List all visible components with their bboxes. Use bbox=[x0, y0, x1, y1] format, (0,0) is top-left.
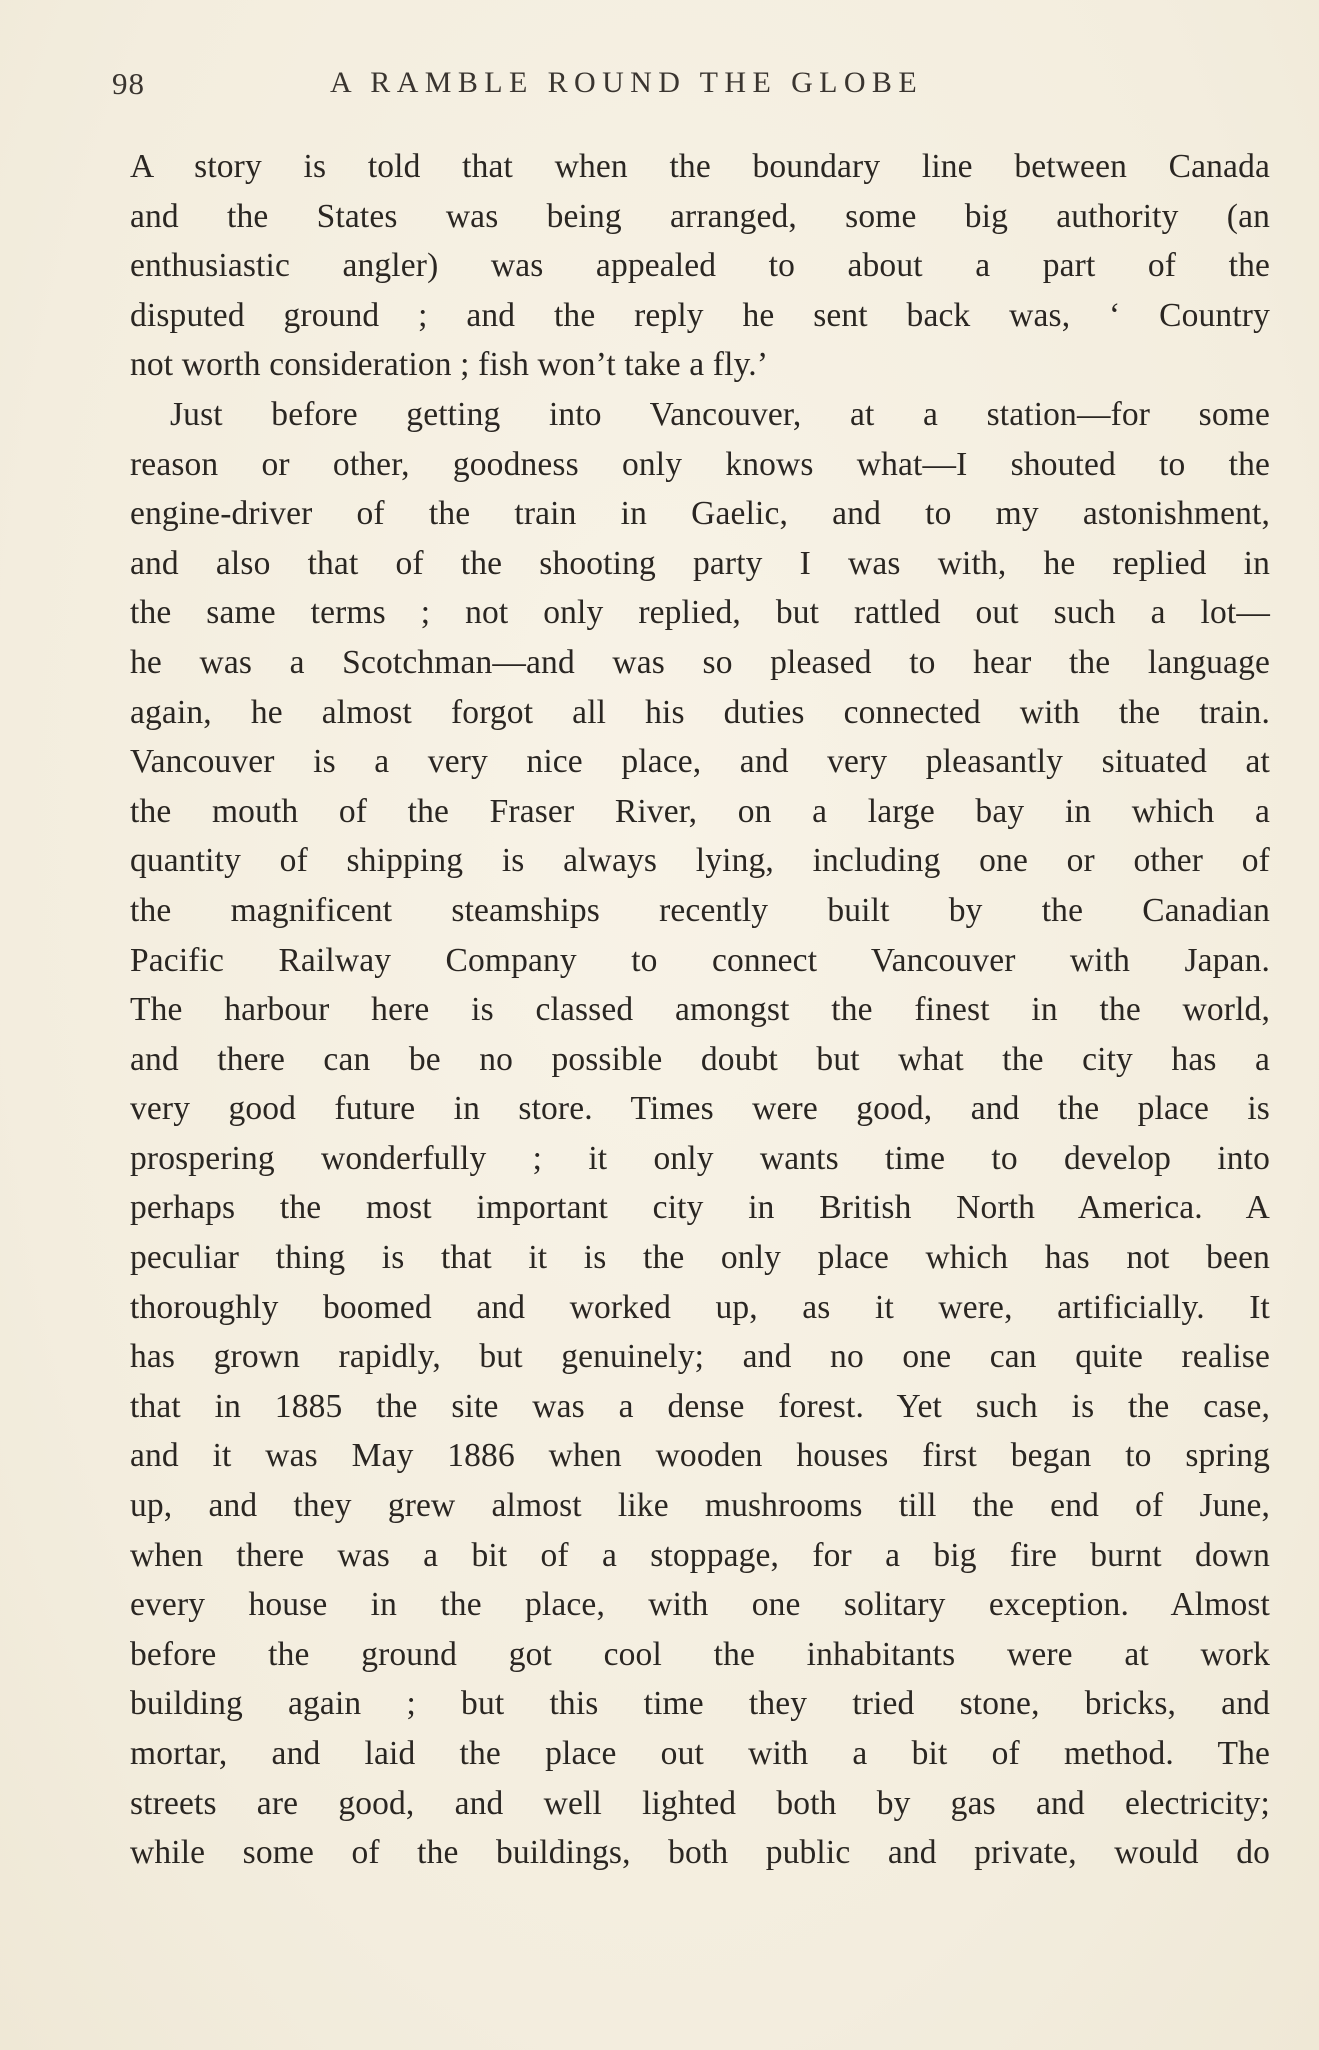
text-line: has grown rapidly, but genuinely; and no one can quite realise bbox=[130, 1338, 1270, 1376]
paragraph bbox=[130, 142, 1270, 390]
text-line: Pacific Railway Company to connect Vancouver with Japan. bbox=[130, 941, 1270, 979]
text-line: while some of the buildings, both public and private, would do bbox=[130, 1834, 1270, 1872]
text-line: before the ground got cool the inhabitants were at work bbox=[130, 1635, 1270, 1673]
text-line: thoroughly boomed and worked up, as it were, artificially. It bbox=[130, 1288, 1270, 1326]
text-line: mortar, and laid the place out with a bit of method. The bbox=[130, 1735, 1270, 1772]
text-line: enthusiastic angler) was appealed to about a part of the bbox=[130, 247, 1270, 285]
text-line: the same terms ; not only replied, but rattled out such a lot— bbox=[130, 594, 1270, 632]
text-line: Just before getting into Vancouver, at a station—for some bbox=[170, 395, 1270, 433]
running-head bbox=[112, 66, 1112, 106]
text-line: The harbour here is classed amongst the finest in the world, bbox=[130, 991, 1270, 1029]
text-line: the mouth of the Fraser River, on a large bay in which a bbox=[130, 792, 1270, 830]
paragraph bbox=[130, 390, 1270, 1878]
text-line: quantity of shipping is always lying, including one or other of bbox=[130, 842, 1270, 880]
text-line: that in 1885 the site was a dense forest. Yet such is the case, bbox=[130, 1387, 1270, 1425]
text-line: streets are good, and well lighted both by gas and electricity; bbox=[130, 1784, 1270, 1822]
text-line: peculiar thing is that it is the only place which has not been bbox=[130, 1239, 1270, 1277]
text-line: building again ; but this time they tried stone, bricks, and bbox=[130, 1685, 1270, 1723]
text-line: reason or other, goodness only knows what—I shouted to the bbox=[130, 445, 1270, 483]
text-line: not worth consideration ; fish won’t take a fly.’ bbox=[130, 346, 769, 384]
text-line: perhaps the most important city in British North America. A bbox=[130, 1189, 1270, 1227]
page-number: 98 bbox=[112, 66, 145, 101]
text-line: A story is told that when the boundary line between Canada bbox=[130, 148, 1270, 185]
text-line: when there was a bit of a stoppage, for a big fire burnt down bbox=[130, 1536, 1270, 1574]
text-line: very good future in store. Times were good, and the place is bbox=[130, 1090, 1270, 1128]
body-text bbox=[130, 142, 1270, 1878]
text-line: Vancouver is a very nice place, and very pleasantly situated at bbox=[130, 743, 1270, 781]
text-line: every house in the place, with one solitary exception. Almost bbox=[130, 1586, 1270, 1624]
text-line: engine-driver of the train in Gaelic, and to my astonishment, bbox=[130, 495, 1270, 533]
running-title: A RAMBLE ROUND THE GLOBE bbox=[330, 66, 924, 99]
text-line: and it was May 1886 when wooden houses first began to spring bbox=[130, 1437, 1270, 1475]
text-line: and there can be no possible doubt but what the city has a bbox=[130, 1040, 1270, 1078]
text-line: the magnificent steamships recently built by the Canadian bbox=[130, 891, 1270, 929]
text-line: and also that of the shooting party I was with, he replied in bbox=[130, 544, 1270, 582]
text-line: again, he almost forgot all his duties connected with the train. bbox=[130, 693, 1270, 731]
text-line: up, and they grew almost like mushrooms till the end of June, bbox=[130, 1487, 1270, 1525]
text-line: prospering wonderfully ; it only wants time to develop into bbox=[130, 1139, 1270, 1177]
text-line: he was a Scotchman—and was so pleased to hear the language bbox=[130, 643, 1270, 681]
text-line: disputed ground ; and the reply he sent back was, ‘ Country bbox=[130, 296, 1270, 334]
text-line: and the States was being arranged, some big authority (an bbox=[130, 197, 1270, 235]
